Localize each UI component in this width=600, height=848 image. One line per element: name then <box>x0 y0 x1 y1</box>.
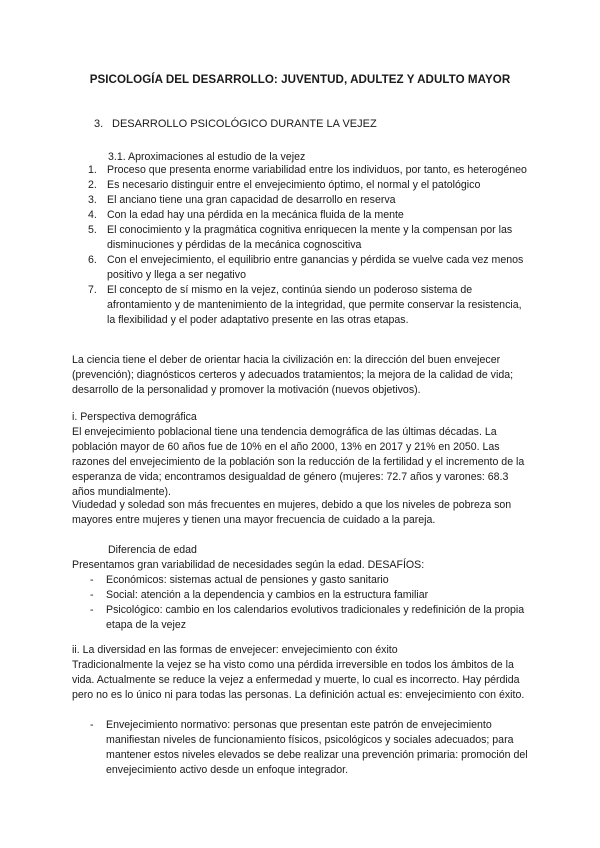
dash-bullet: - <box>90 589 94 601</box>
list-text: Psicológico: cambio en los calendarios evolutivos tradicionales y redefinición de la propia etapa de la vejez <box>106 604 525 631</box>
list-item <box>88 163 528 178</box>
list-text: Es necesario distinguir entre el envejecimiento óptimo, el normal y el patológico <box>107 179 481 191</box>
list-item <box>90 718 528 778</box>
list-number: 5. <box>88 224 97 236</box>
demographic-paragraph-1: El envejecimiento poblacional tiene una tendencia demográfica de las últimas décadas. La población mayor de 60 años fue de 10% en el año 2000, 13% en 2017 y 21% en 2050. Las razones del envejecimiento de la población son la reducción de la fertilidad y el incremento de la esperanza de vida; encontramos desigualdad de género (mujeres: 72.7 años y varones: 68.3 años mundialmente). <box>72 426 525 498</box>
list-item <box>90 588 528 603</box>
aging-types-list <box>90 718 528 778</box>
subsection-heading: 3.1. Aproximaciones al estudio de la vejez <box>108 151 306 163</box>
list-text: El concepto de sí mismo en la vejez, continúa siendo un poderoso sistema de afrontamiento y de mantenimiento de la integridad, que permite conservar la resistencia, la flexibilidad y el poder adaptativo presente en las otras etapas. <box>107 284 522 326</box>
dash-bullet: - <box>90 574 94 586</box>
document-title: PSICOLOGÍA DEL DESARROLLO: JUVENTUD, ADULTEZ Y ADULTO MAYOR <box>89 73 511 86</box>
list-item <box>88 253 528 283</box>
list-number: 3. <box>88 194 97 206</box>
section-heading-text: DESARROLLO PSICOLÓGICO DURANTE LA VEJEZ <box>112 118 377 130</box>
list-item <box>90 603 528 633</box>
list-item <box>88 283 528 328</box>
demographic-paragraph-2: Viudedad y soledad son más frecuentes en mujeres, debido a que los niveles de pobreza son mayores entre mujeres y tienen una mayor frecuencia de cuidado a la pareja. <box>72 499 512 526</box>
civilization-paragraph: La ciencia tiene el deber de orientar hacia la civilización en: la dirección del buen envejecer (prevención); diagnósticos certeros y adecuados tratamientos; la mejora de la calidad de vida; desarrollo de la personalidad y promover la motivación (nuevos objetivos). <box>72 354 514 396</box>
age-difference-intro: Presentamos gran variabilidad de necesidades según la edad. DESAFÍOS: <box>72 559 425 571</box>
diversity-heading: ii. La diversidad en las formas de envejecer: envejecimiento con éxito <box>72 644 398 656</box>
section-number: 3. <box>94 118 104 130</box>
list-item <box>90 573 528 588</box>
list-number: 6. <box>88 254 97 266</box>
diversity-paragraph: Tradicionalmente la vejez se ha visto como una pérdida irreversible en todos los ámbitos de la vida. Actualmente se reduce la vejez a enfermedad y muerte, lo cual es incorrecto. Hay pérdida pero no es lo único ni para todas las personas. La definición actual es: envejecimiento con éxito. <box>72 659 525 701</box>
age-difference-heading: Diferencia de edad <box>108 544 197 556</box>
list-item <box>88 223 528 253</box>
list-number: 4. <box>88 209 97 221</box>
list-text: Económicos: sistemas actual de pensiones y gasto sanitario <box>106 574 389 586</box>
list-number: 2. <box>88 179 97 191</box>
demographic-heading: i. Perspectiva demográfica <box>72 411 197 423</box>
list-text: Proceso que presenta enorme variabilidad entre los individuos, por tanto, es heterogéneo <box>107 164 527 176</box>
list-item <box>88 178 528 193</box>
list-item <box>88 193 528 208</box>
list-text: Envejecimiento normativo: personas que presentan este patrón de envejecimiento manifiestan niveles de funcionamiento físicos, psicológicos y sociales adecuados; para mantener estos niveles elevados se debe realizar una prevención primaria: promoción del envejecimiento activo desde un enfoque integrador. <box>106 719 528 776</box>
challenges-list <box>90 573 528 633</box>
points-list <box>88 163 528 328</box>
list-text: Con el envejecimiento, el equilibrio entre ganancias y pérdida se vuelve cada vez menos positivo y llega a ser negativo <box>107 254 524 281</box>
list-text: Con la edad hay una pérdida en la mecánica fluida de la mente <box>107 209 404 221</box>
list-text: Social: atención a la dependencia y cambios en la estructura familiar <box>106 589 429 601</box>
list-number: 7. <box>88 284 97 296</box>
list-text: El anciano tiene una gran capacidad de desarrollo en reserva <box>107 194 396 206</box>
dash-bullet: - <box>90 604 94 616</box>
list-text: El conocimiento y la pragmática cognitiva enriquecen la mente y la compensan por las disminuciones y pérdidas de la mecánica cognoscitiva <box>107 224 513 251</box>
section-heading <box>94 117 377 132</box>
list-item <box>88 208 528 223</box>
dash-bullet: - <box>90 719 94 731</box>
list-number: 1. <box>88 164 97 176</box>
